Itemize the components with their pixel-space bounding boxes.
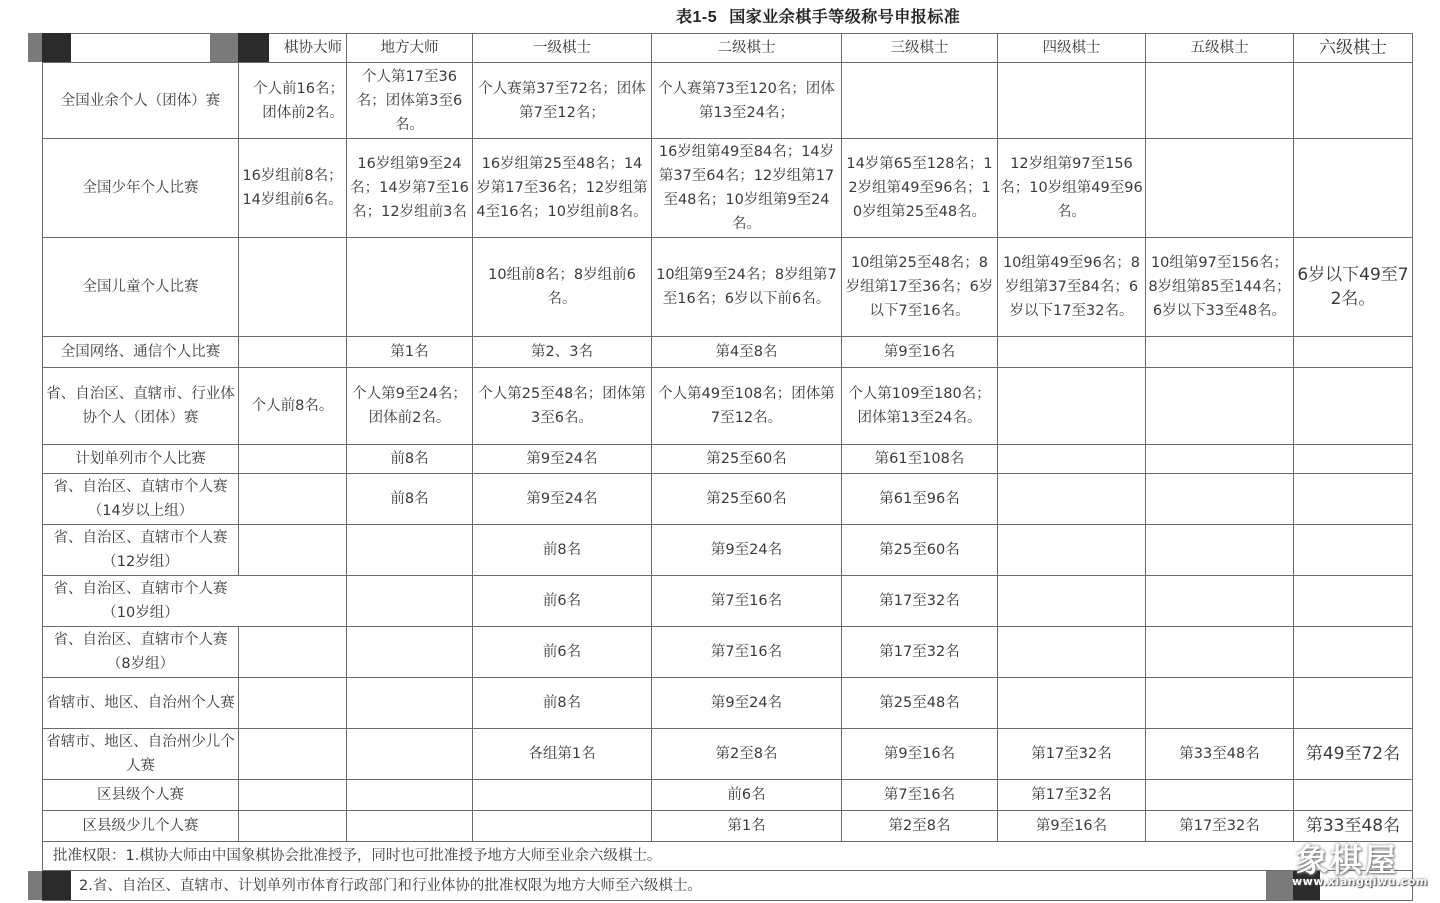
table-cell: 第17至32名 (998, 729, 1146, 780)
table-cell (239, 627, 347, 678)
table-cell: 前6名 (473, 627, 652, 678)
table-cell (1294, 368, 1413, 445)
table-cell: 6岁以下49至72名。 (1294, 238, 1413, 337)
table-row (43, 576, 1413, 627)
table-cell: 第1名 (347, 337, 473, 368)
table-cell: 第9至16名 (842, 729, 998, 780)
table-cell: 个人第25至48名；团体第3至6名。 (473, 368, 652, 445)
table-cell: 第9至24名 (473, 474, 652, 525)
table-cell: 第33至48名 (1294, 811, 1413, 842)
table-cell (473, 780, 652, 811)
table-cell (998, 678, 1146, 729)
table-cell: 14岁第65至128名；12岁组第49至96名；10岁组第25至48名。 (842, 139, 998, 238)
table-cell: 个人第17至36名；团体第3至6名。 (347, 63, 473, 139)
decor-block-dark (42, 871, 71, 900)
table-cell: 第17至32名 (998, 780, 1146, 811)
table-cell (1294, 678, 1413, 729)
table-cell (473, 811, 652, 842)
table-cell (1294, 63, 1413, 139)
table-cell: 第25至60名 (842, 525, 998, 576)
table-cell (1146, 445, 1294, 474)
table-cell (239, 678, 347, 729)
row-label: 省辖市、地区、自治州个人赛 (43, 678, 239, 729)
table-title-text: 国家业余棋手等级称号申报标准 (729, 7, 961, 26)
header-level-6: 六级棋士 (1294, 34, 1413, 63)
table-cell: 16岁组前8名；14岁组前6名。 (239, 139, 347, 238)
table-cell: 第17至32名 (1146, 811, 1294, 842)
row-label: 区县级少儿个人赛 (43, 811, 239, 842)
table-cell (998, 627, 1146, 678)
table-row (43, 445, 1413, 474)
table-cell (1146, 63, 1294, 139)
table-cell (1146, 337, 1294, 368)
table-cell (1294, 627, 1413, 678)
note-row (43, 842, 1413, 871)
table-cell: 个人赛第37至72名；团体第7至12名； (473, 63, 652, 139)
table-cell (1294, 474, 1413, 525)
header-local-master: 地方大师 (347, 34, 473, 63)
table-cell: 前8名 (347, 474, 473, 525)
table-row (43, 474, 1413, 525)
row-label: 计划单列市个人比赛 (43, 445, 239, 474)
table-cell: 第33至48名 (1146, 729, 1294, 780)
table-cell: 前8名 (347, 445, 473, 474)
table-cell: 个人第9至24名；团体前2名。 (347, 368, 473, 445)
table-cell (1146, 576, 1294, 627)
table-cell: 第4至8名 (652, 337, 842, 368)
table-cell (239, 525, 347, 576)
table-cell: 第9至16名 (998, 811, 1146, 842)
table-cell (347, 780, 473, 811)
table-cell: 16岁组第49至84名；14岁第37至64名；12岁组第17至48名；10岁组第9至24名。 (652, 139, 842, 238)
table-cell: 10组第9至24名；8岁组第7至16名；6岁以下前6名。 (652, 238, 842, 337)
table-cell: 个人前16名；团体前2名。 (239, 63, 347, 139)
decor-block-gray (1266, 871, 1293, 900)
header-level-5: 五级棋士 (1146, 34, 1294, 63)
table-cell: 第17至32名 (842, 627, 998, 678)
table-cell (239, 238, 347, 337)
table-row (43, 337, 1413, 368)
table-cell (998, 368, 1146, 445)
table-cell: 第9至24名 (652, 525, 842, 576)
row-label: 全国业余个人（团体）赛 (43, 63, 239, 139)
table-cell (1294, 337, 1413, 368)
table-cell: 第7至16名 (652, 576, 842, 627)
table-cell (1146, 627, 1294, 678)
table-cell (1146, 139, 1294, 238)
decor-block-gray (28, 33, 42, 62)
table-cell (998, 525, 1146, 576)
table-cell: 16岁组第9至24名；14岁第7至16名；12岁组前3名 (347, 139, 473, 238)
table-cell: 第25至60名 (652, 445, 842, 474)
table-title (676, 4, 960, 27)
row-label: 省、自治区、直辖市个人赛（12岁组） (43, 525, 239, 576)
table-cell: 第2至8名 (842, 811, 998, 842)
table-cell: 前8名 (473, 525, 652, 576)
table-cell (1294, 780, 1413, 811)
decor-block-gray (210, 33, 238, 62)
table-cell: 第7至16名 (652, 627, 842, 678)
row-label: 省辖市、地区、自治州少儿个人赛 (43, 729, 239, 780)
table-cell (347, 576, 473, 627)
table-row (43, 811, 1413, 842)
table-cell: 各组第1名 (473, 729, 652, 780)
table-cell: 第2至8名 (652, 729, 842, 780)
table-row (43, 780, 1413, 811)
table-row (43, 139, 1413, 238)
table-cell: 第7至16名 (842, 780, 998, 811)
approval-note-2: 2.省、自治区、直辖市、计划单列市体育行政部门和行业体协的批准权限为地方大师至六级棋士。 (43, 871, 1413, 901)
table-cell (1146, 368, 1294, 445)
row-label: 全国网络、通信个人比赛 (43, 337, 239, 368)
table-cell (1146, 474, 1294, 525)
header-level-4: 四级棋士 (998, 34, 1146, 63)
table-cell (1146, 525, 1294, 576)
row-label: 全国少年个人比赛 (43, 139, 239, 238)
table-cell: 第9至24名 (652, 678, 842, 729)
table-cell: 第61至108名 (842, 445, 998, 474)
table-cell: 10组前8名；8岁组前6名。 (473, 238, 652, 337)
table-cell (239, 576, 347, 627)
table-cell: 个人前8名。 (239, 368, 347, 445)
table-cell (998, 445, 1146, 474)
table-row (43, 678, 1413, 729)
table-cell: 16岁组第25至48名；14岁第17至36名；12岁组第4至16名；10岁组前8名。 (473, 139, 652, 238)
table-row (43, 368, 1413, 445)
table-cell: 10组第49至96名；8岁组第37至84名；6岁以下17至32名。 (998, 238, 1146, 337)
row-label: 省、自治区、直辖市个人赛（14岁以上组） (43, 474, 239, 525)
row-label: 全国儿童个人比赛 (43, 238, 239, 337)
row-label: 省、自治区、直辖市个人赛（10岁组） (43, 576, 239, 627)
header-qixie-master: 棋协大师 (239, 34, 347, 63)
table-cell (998, 63, 1146, 139)
table-title-prefix: 表 (676, 7, 693, 26)
table-cell: 前8名 (473, 678, 652, 729)
table-cell (1294, 525, 1413, 576)
table-cell: 第49至72名 (1294, 729, 1413, 780)
decor-block-dark (238, 33, 269, 62)
header-level-2: 二级棋士 (652, 34, 842, 63)
decor-block-gray (28, 871, 42, 900)
header-level-1: 一级棋士 (473, 34, 652, 63)
table-cell (239, 811, 347, 842)
row-label: 省、自治区、直辖市、行业体协个人（团体）赛 (43, 368, 239, 445)
table-cell (347, 238, 473, 337)
table-cell (347, 525, 473, 576)
grading-standards-table (42, 33, 1413, 901)
table-cell (998, 337, 1146, 368)
table-cell (239, 729, 347, 780)
table-cell (239, 780, 347, 811)
table-cell: 第25至60名 (652, 474, 842, 525)
table-cell (1294, 139, 1413, 238)
table-cell: 第25至48名 (842, 678, 998, 729)
table-cell: 第17至32名 (842, 576, 998, 627)
table-cell (998, 474, 1146, 525)
table-cell: 第61至96名 (842, 474, 998, 525)
table-cell: 个人赛第73至120名；团体第13至24名； (652, 63, 842, 139)
table-cell: 前6名 (473, 576, 652, 627)
watermark-url: www.xiangqiwu.com (1292, 875, 1428, 888)
table-cell (1146, 678, 1294, 729)
table-title-number: 1-5 (692, 9, 718, 26)
table-cell (347, 627, 473, 678)
header-level-3: 三级棋士 (842, 34, 998, 63)
note-row (43, 871, 1413, 901)
table-cell: 第1名 (652, 811, 842, 842)
table-cell (347, 678, 473, 729)
table-cell (239, 445, 347, 474)
row-label: 省、自治区、直辖市个人赛（8岁组） (43, 627, 239, 678)
table-cell (998, 576, 1146, 627)
watermark-text: 象棋屋 (1296, 841, 1399, 879)
table-cell (1294, 445, 1413, 474)
table-row (43, 63, 1413, 139)
table-cell (1146, 780, 1294, 811)
table-row (43, 729, 1413, 780)
table-cell: 第9至16名 (842, 337, 998, 368)
table-cell: 10组第97至156名；8岁组第85至144名；6岁以下33至48名。 (1146, 238, 1294, 337)
table-cell: 10组第25至48名；8岁组第17至36名；6岁以下7至16名。 (842, 238, 998, 337)
table-cell: 前6名 (652, 780, 842, 811)
table-cell (842, 63, 998, 139)
row-label: 区县级个人赛 (43, 780, 239, 811)
table-row (43, 238, 1413, 337)
table-cell (347, 729, 473, 780)
watermark (1292, 835, 1428, 895)
table-cell (347, 811, 473, 842)
table-row (43, 627, 1413, 678)
table-cell: 12岁组第97至156名；10岁组第49至96名。 (998, 139, 1146, 238)
table-cell: 个人第49至108名；团体第7至12名。 (652, 368, 842, 445)
decor-block-dark (42, 33, 71, 62)
table-cell (1294, 576, 1413, 627)
table-cell: 个人第109至180名；团体第13至24名。 (842, 368, 998, 445)
table-cell (239, 337, 347, 368)
approval-note-1: 批准权限：1.棋协大师由中国象棋协会批准授予，同时也可批准授予地方大师至业余六级棋士。 (43, 842, 1413, 871)
table-row (43, 525, 1413, 576)
table-cell: 第2、3名 (473, 337, 652, 368)
table-cell (239, 474, 347, 525)
table-cell: 第9至24名 (473, 445, 652, 474)
